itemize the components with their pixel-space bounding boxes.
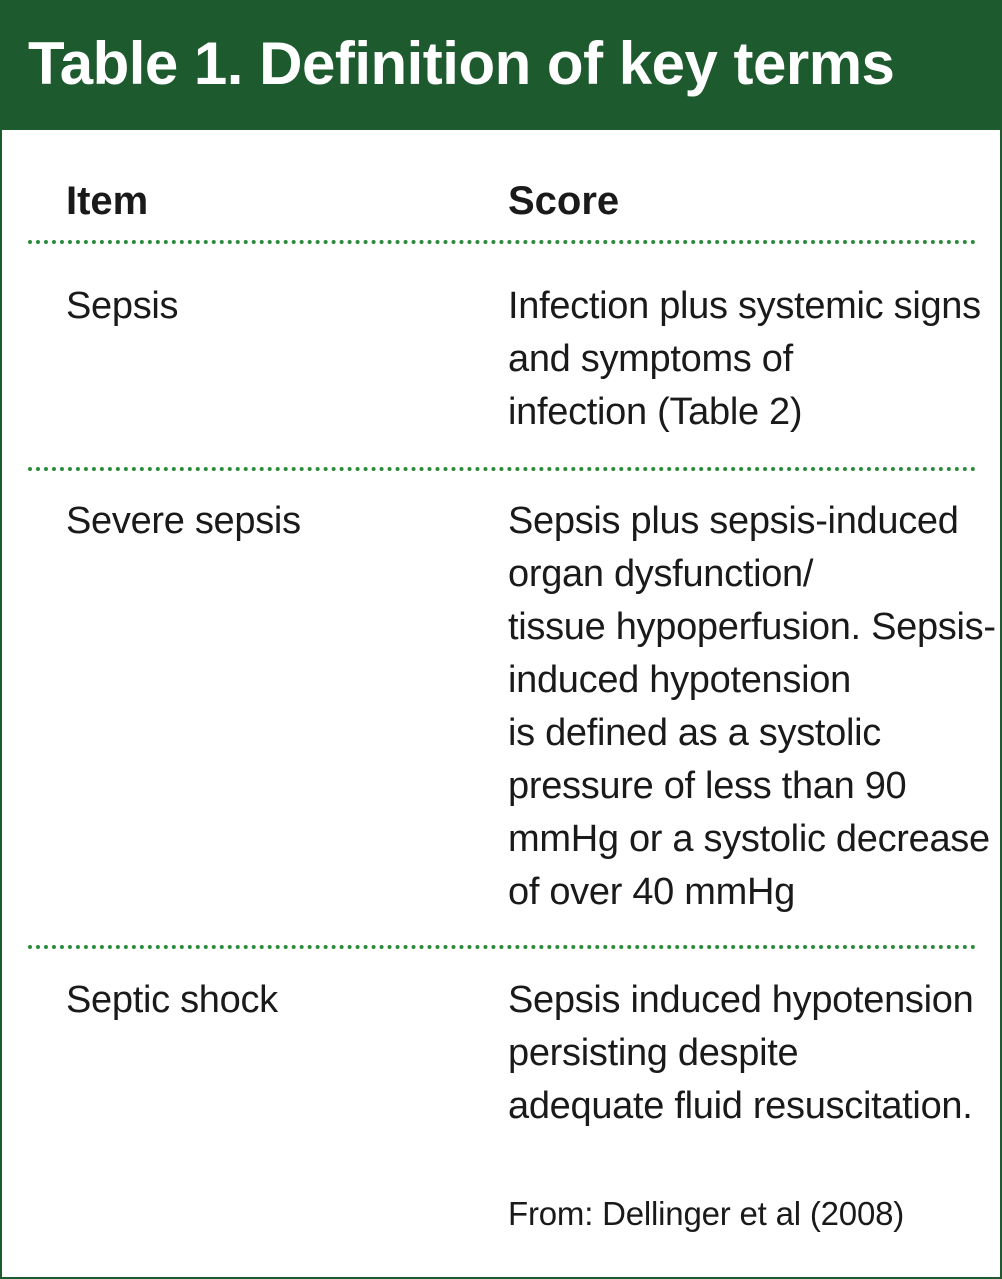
score-line: Sepsis induced hypotension (508, 979, 974, 1021)
row-item-septic-shock: Septic shock (66, 979, 278, 1021)
score-line: organ dysfunction/ (508, 553, 814, 595)
table-header-bar (2, 2, 1000, 130)
score-line: adequate fluid resuscitation. (508, 1085, 973, 1127)
score-line: mmHg or a systolic decrease (508, 818, 990, 860)
score-line: infection (Table 2) (508, 391, 803, 433)
row-score-sepsis (508, 280, 988, 439)
score-line: persisting despite (508, 1032, 799, 1074)
row-item-sepsis: Sepsis (66, 285, 179, 327)
row-item-severe-sepsis: Severe sepsis (66, 500, 301, 542)
score-line: of over 40 mmHg (508, 871, 795, 913)
score-line: is defined as a systolic (508, 712, 881, 754)
row-score-septic-shock (508, 974, 988, 1133)
score-line: induced hypotension (508, 659, 851, 701)
score-line: tissue hypoperfusion. Sepsis- (508, 606, 996, 648)
row-score-severe-sepsis (508, 495, 996, 919)
score-line: pressure of less than 90 (508, 765, 907, 807)
score-line: and symptoms of (508, 338, 793, 380)
score-line: Infection plus systemic signs (508, 285, 981, 327)
column-header-score: Score (508, 179, 620, 223)
score-line: Sepsis plus sepsis-induced (508, 500, 959, 542)
row-divider (28, 240, 976, 244)
column-header-item: Item (66, 179, 149, 223)
table-title: Table 1. Definition of key terms (28, 30, 895, 97)
table-source-citation: From: Dellinger et al (2008) (508, 1195, 905, 1232)
row-divider (28, 945, 976, 949)
row-divider (28, 467, 976, 471)
